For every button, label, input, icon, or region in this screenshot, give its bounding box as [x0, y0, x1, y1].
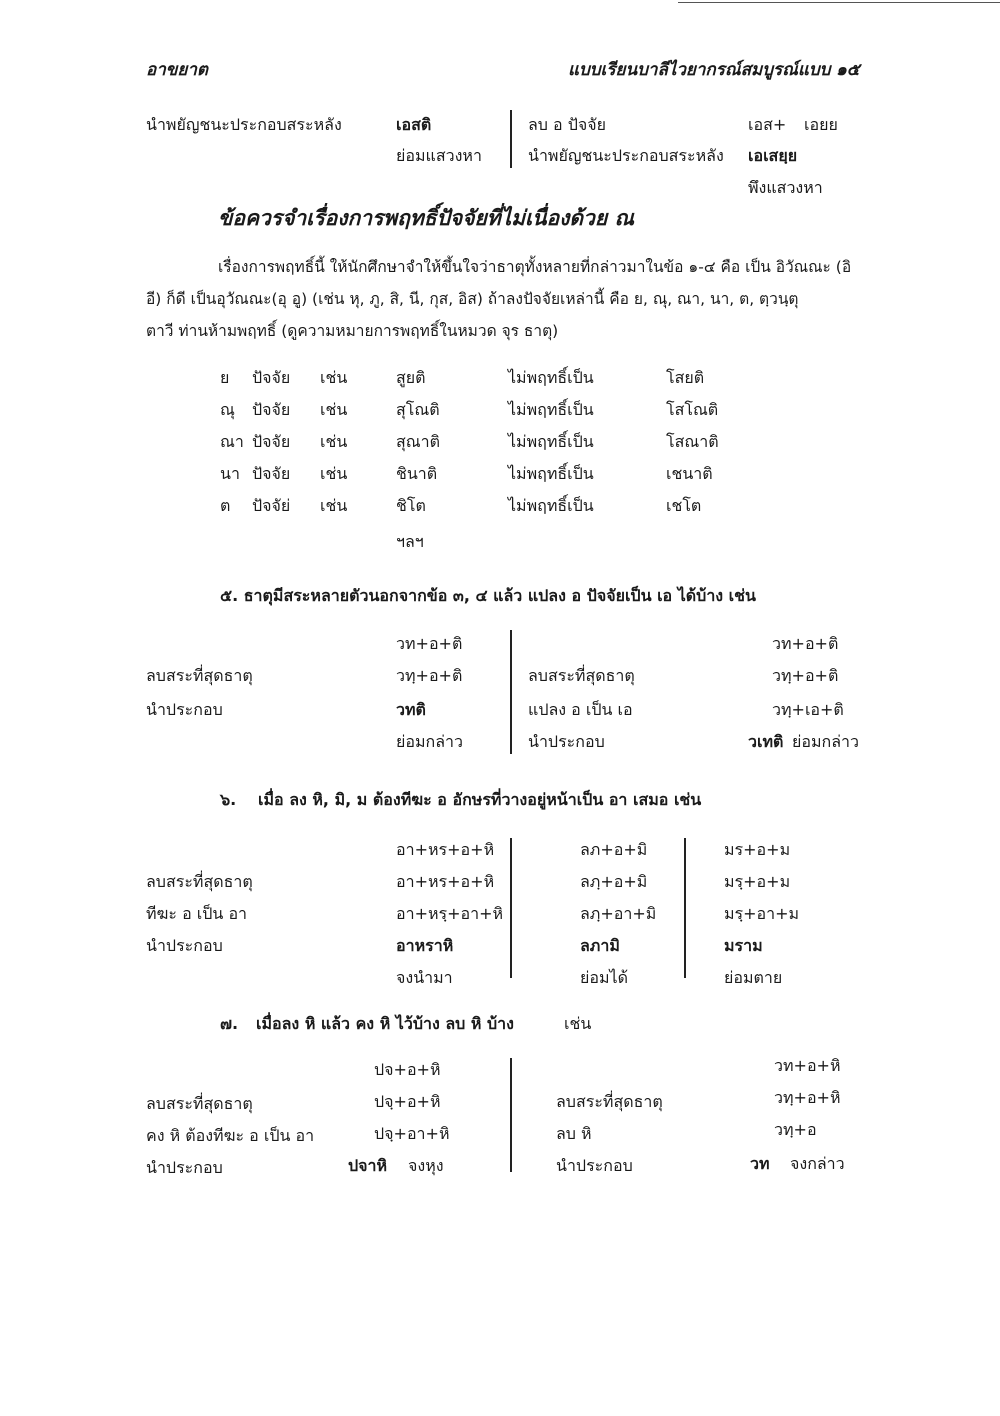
suffix-table-cell-d: ชิโต: [396, 496, 426, 515]
s6-cell: มรฺ+อา+ม: [724, 904, 800, 923]
s7-r4m: ปจาหิ: [348, 1156, 388, 1175]
top-r3c4: พึงแสวงหา: [748, 178, 823, 197]
suffix-table-cell-e: ไม่พฤทธิ์เป็น: [508, 464, 594, 483]
s7-r2m: ปจฺ+อ+หิ: [374, 1092, 441, 1111]
top-r2c4: เอเสยฺย: [748, 146, 798, 165]
section-heading: ข้อควรจำเรื่องการพฤทธิ์ปัจจัยที่ไม่เนื่องด้วย ณ: [218, 206, 634, 230]
s6-divider-2: [684, 838, 686, 978]
s7-r2r: วทฺ+อ+หิ: [774, 1088, 841, 1107]
s5-r3r: วทฺ+เอ+ติ: [772, 700, 844, 719]
suffix-table-cell-e: ไม่พฤทธิ์เป็น: [508, 368, 594, 387]
s6-title: เมื่อ ลง หิ, มิ, ม ต้องทีฆะ อ อักษรที่วางอยู่หน้าเป็น อา เสมอ เช่น: [258, 790, 702, 809]
s5-r2r: วทฺ+อ+ติ: [772, 666, 839, 685]
s7-r3rl: ลบ หิ: [556, 1124, 592, 1143]
s5-title: ๕. ธาตุมีสระหลายตัวนอกจากข้อ ๓, ๔ แล้ว แปลง อ ปัจจัยเป็น เอ ได้บ้าง เช่น: [220, 586, 756, 605]
header-page-number: ๑๕: [836, 60, 860, 80]
s5-r2l: ลบสระที่สุดธาตุ: [146, 666, 253, 685]
header-book-title: แบบเรียนบาลีไวยากรณ์สมบูรณ์แบบ: [568, 60, 831, 80]
s6-cell: ย่อมได้: [580, 968, 628, 987]
s6-row-label: ลบสระที่สุดธาตุ: [146, 872, 253, 891]
s7-r3l: คง หิ ต้องทีฆะ อ เป็น อา: [146, 1126, 315, 1145]
suffix-table-cell-b: ปัจจัย่: [252, 496, 291, 515]
s7-r4l: นำประกอบ: [146, 1158, 223, 1177]
suffix-table-cell-f: เชโต: [666, 496, 702, 515]
suffix-table-cell-a: นา: [220, 464, 240, 483]
suffix-table-cell-b: ปัจจัย: [252, 464, 291, 483]
suffix-table-cell-c: เช่น: [320, 368, 348, 387]
s7-r4r2: จงกล่าว: [790, 1154, 845, 1173]
s5-r3rl: แปลง อ เป็น เอ: [528, 700, 633, 719]
s7-r2l: ลบสระที่สุดธาตุ: [146, 1094, 253, 1113]
s6-cell: อา+หรฺ+อา+หิ: [396, 904, 504, 923]
s7-r3m: ปจฺ+อา+หิ: [374, 1124, 450, 1143]
s5-r4rl: นำประกอบ: [528, 732, 605, 751]
top-r1c3: ลบ อ ปัจจัย: [528, 115, 607, 134]
suffix-table-cell-e: ไม่พฤทธิ์เป็น: [508, 400, 594, 419]
s5-r2rl: ลบสระที่สุดธาตุ: [528, 666, 635, 685]
s7-number: ๗.: [220, 1014, 239, 1033]
s6-cell: มรฺ+อ+ม: [724, 872, 791, 891]
top-rule: [678, 2, 1000, 3]
s6-divider-1: [510, 838, 512, 978]
s6-cell: อา+หร+อ+หิ: [396, 840, 495, 859]
suffix-table-cell-c: เช่น: [320, 496, 348, 515]
suffix-table-cell-b: ปัจจัย: [252, 368, 291, 387]
s6-cell: มร+อ+ม: [724, 840, 791, 859]
s5-r4m: ย่อมกล่าว: [396, 732, 463, 751]
s7-r4r: วท: [750, 1154, 770, 1173]
s5-r2m: วทฺ+อ+ติ: [396, 666, 463, 685]
s5-r4r2: ย่อมกล่าว: [792, 732, 859, 751]
s7-r4m2: จงหุง: [408, 1156, 444, 1175]
s5-r3m: วทติ: [396, 700, 426, 719]
s7-r2rl: ลบสระที่สุดธาตุ: [556, 1092, 663, 1111]
s7-title-tail: เช่น: [564, 1014, 592, 1033]
suffix-table-cell-f: โสยติ: [666, 368, 705, 387]
s6-cell: ย่อมตาย: [724, 968, 783, 987]
suffix-table-cell-d: สูยติ: [396, 368, 426, 387]
s5-r1r: วท+อ+ติ: [772, 634, 839, 653]
s6-cell: อา+หร+อ+หิ: [396, 872, 495, 891]
suffix-table-cell-a: ต: [220, 496, 231, 515]
suffix-table-cell-c: เช่น: [320, 400, 348, 419]
s6-cell: มราม: [724, 936, 763, 955]
suffix-table-cell-f: โสโณติ: [666, 400, 719, 419]
suffix-table-cell-c: เช่น: [320, 464, 348, 483]
s6-row-label: นำประกอบ: [146, 936, 223, 955]
suffix-table-cell-a: ย: [220, 368, 230, 387]
para-line-2: อี) ก็ดี เป็นอุวัณณะ(อุ อู) (เช่น หุ, ภู, สิ, นี, กุส, อิส) ถ้าลงปัจจัยเหล่านี้ คือ ย, ณุ, ณา, นา, ต, ตฺวนฺตุ: [146, 290, 799, 308]
s5-r4r: วเทติ: [748, 732, 784, 751]
s6-cell: ลภฺ+อา+มิ: [580, 904, 657, 923]
top-divider: [510, 110, 512, 168]
suffix-table-cell-a: ณุ: [220, 400, 235, 419]
top-r1c1: นำพยัญชนะประกอบสระหลัง: [146, 115, 342, 134]
s5-divider: [510, 630, 512, 754]
s6-number: ๖.: [220, 790, 237, 809]
top-r2c3: นำพยัญชนะประกอบสระหลัง: [528, 146, 724, 165]
s7-title: เมื่อลง หิ แล้ว คง หิ ไว้บ้าง ลบ หิ บ้าง: [256, 1014, 514, 1033]
s6-cell: ลภ+อ+มิ: [580, 840, 648, 859]
suffix-table-cell-e: ไม่พฤทธิ์เป็น: [508, 496, 594, 515]
suffix-table-cell-f: เชนาติ: [666, 464, 713, 483]
suffix-table-cell-d: ชินาติ: [396, 464, 438, 483]
s6-cell: อาหราหิ: [396, 936, 454, 955]
s6-row-label: ทีฆะ อ เป็น อา: [146, 904, 248, 923]
top-r1c4: เอส+: [748, 115, 787, 134]
s6-cell: ลภามิ: [580, 936, 620, 955]
table-etc: ฯลฯ: [396, 532, 424, 551]
suffix-table-cell-d: สุโณติ: [396, 400, 440, 419]
suffix-table-cell-a: ณา: [220, 432, 244, 451]
s7-divider: [510, 1058, 512, 1172]
suffix-table-cell-d: สุณาติ: [396, 432, 440, 451]
s6-cell: จงนำมา: [396, 968, 453, 987]
s7-r3r: วทฺ+อ: [774, 1120, 817, 1139]
suffix-table-cell-b: ปัจจัย: [252, 400, 291, 419]
para-line-1: เรื่องการพฤทธิ์นี้ ให้นักศึกษาจำให้ขึ้นใจว่าธาตุทั้งหลายที่กล่าวมาในข้อ ๑-๔ คือ เป็น อิวัณณะ (อิ: [218, 258, 852, 276]
suffix-table-cell-b: ปัจจัย: [252, 432, 291, 451]
top-r1c5: เอยย: [804, 115, 838, 134]
top-r2c2: ย่อมแสวงหา: [396, 146, 482, 165]
para-line-3: ตาวี ท่านห้ามพฤทธิ์ (ดูความหมายการพฤทธิ์ในหมวด จุร ธาตุ): [146, 322, 559, 340]
s6-cell: ลภฺ+อ+มิ: [580, 872, 648, 891]
header-chapter: อาขยาต: [146, 60, 208, 80]
s5-r3l: นำประกอบ: [146, 700, 223, 719]
suffix-table-cell-f: โสณาติ: [666, 432, 719, 451]
top-r1c2: เอสติ: [396, 115, 432, 134]
s7-r1m: ปจ+อ+หิ: [374, 1060, 441, 1079]
s7-r1r: วท+อ+หิ: [774, 1056, 841, 1075]
suffix-table-cell-c: เช่น: [320, 432, 348, 451]
s7-r4rl: นำประกอบ: [556, 1156, 633, 1175]
suffix-table-cell-e: ไม่พฤทธิ์เป็น: [508, 432, 594, 451]
s5-r1m: วท+อ+ติ: [396, 634, 463, 653]
